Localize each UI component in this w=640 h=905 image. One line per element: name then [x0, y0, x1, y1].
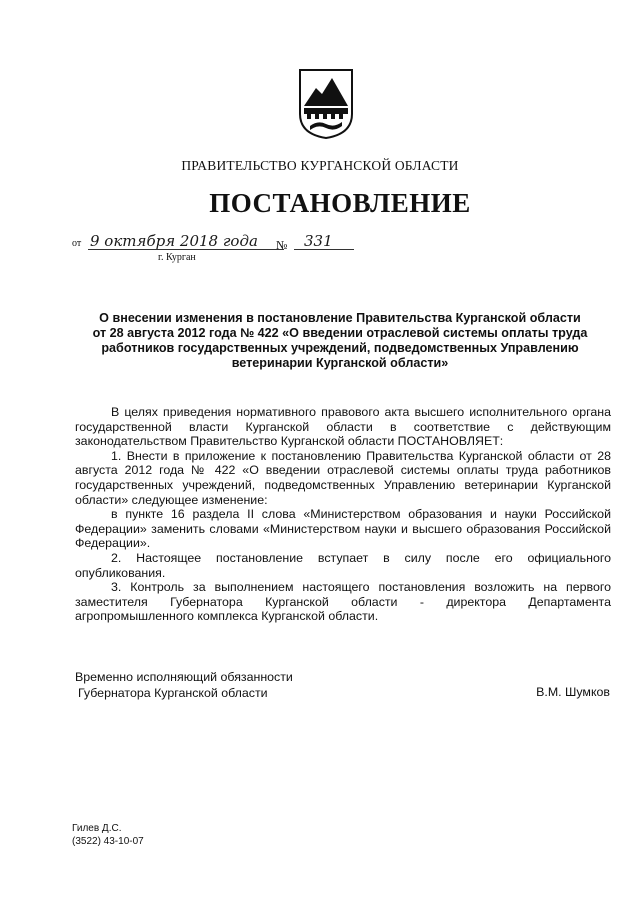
body-paragraph: в пункте 16 раздела II слова «Министерством образования и науки Российской Федерации» заменить словами «Министерством науки и высшего образования Российской Федерации». — [75, 507, 611, 551]
handwritten-number: 331 — [304, 232, 333, 250]
executor-phone: (3522) 43-10-07 — [72, 836, 144, 847]
government-name: ПРАВИТЕЛЬСТВО КУРГАНСКОЙ ОБЛАСТИ — [181, 158, 459, 173]
body-paragraph: В целях приведения нормативного правового акта высшего исполнительного органа государственной власти Курганской области в соответствие с действующим законодательством Правительство Курганской области ПОСТАНОВЛЯЕТ: — [75, 405, 611, 449]
signatory-position — [75, 669, 293, 701]
body-paragraph: 1. Внести в приложение к постановлению Правительства Курганской области от 28 августа 2012 года № 422 «О введении отраслевой системы оплаты труда работников государственных учреждений, подведомственных Управлению ветеринарии Курганской области» следующее изменение: — [75, 448, 611, 507]
resolution-title — [60, 311, 620, 371]
kurgan-coat-of-arms-emblem — [298, 68, 354, 140]
signatory-line-1: Временно исполняющий обязанности — [75, 670, 293, 684]
city-name: г. Курган — [158, 252, 196, 263]
title-line: О внесении изменения в постановление Правительства Курганской области — [99, 311, 581, 325]
signatory-line-2: Губернатора Курганской области — [78, 686, 268, 700]
date-underline — [88, 249, 284, 250]
signatory-name: В.М. Шумков — [536, 685, 610, 699]
number-underline — [294, 249, 354, 250]
executor-info — [72, 822, 144, 848]
body-paragraph: 2. Настоящее постановление вступает в силу после его официального опубликования. — [75, 550, 611, 580]
document-type-title: ПОСТАНОВЛЕНИЕ — [209, 188, 471, 218]
executor-name: Гилев Д.С. — [72, 823, 122, 834]
title-line: от 28 августа 2012 года № 422 «О введении отраслевой системы оплаты труда — [92, 326, 588, 340]
date-number-row — [72, 232, 372, 272]
title-line: работников государственных учреждений, подведомственных Управлению — [101, 341, 579, 355]
handwritten-date: 9 октября 2018 года — [90, 232, 258, 250]
body-paragraph: 3. Контроль за выполнением настоящего постановления возложить на первого заместителя Губернатора Курганской области - директора Департамента агропромышленного комплекса Курганской области. — [75, 580, 611, 624]
title-line: ветеринарии Курганской области» — [231, 356, 449, 370]
number-sign: № — [276, 238, 288, 252]
from-prefix: от — [72, 238, 82, 249]
resolution-body — [75, 405, 611, 624]
